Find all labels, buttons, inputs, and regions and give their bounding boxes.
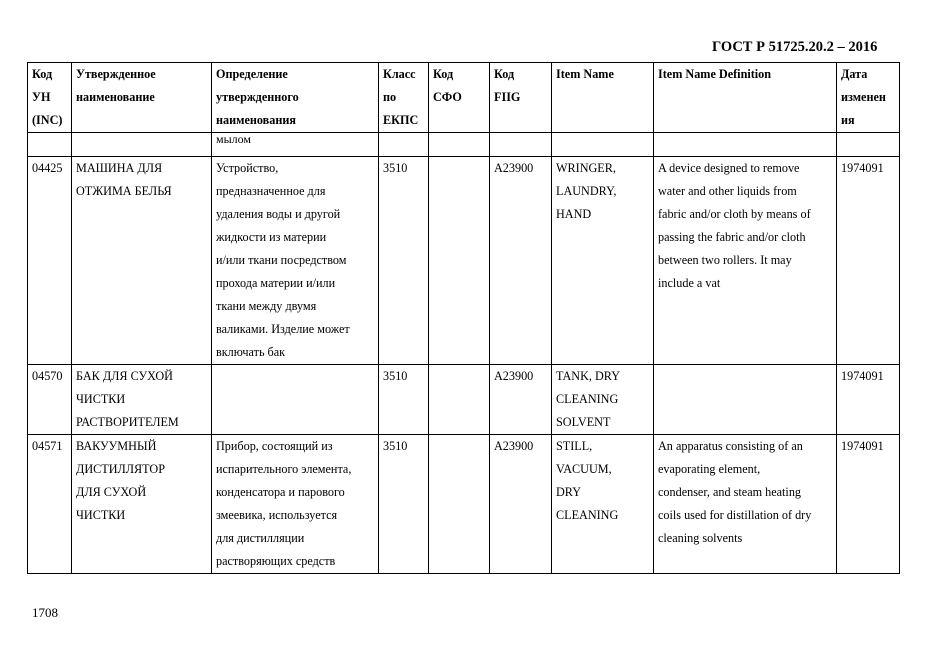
sfo-cell: [429, 435, 490, 574]
table-cell: [72, 133, 212, 157]
column-header-sfo: Код СФО: [429, 63, 490, 133]
table-row: [28, 157, 900, 365]
inc-cell: 04425: [28, 157, 72, 365]
date-cell: 1974091: [837, 435, 900, 574]
column-header-item-name: Item Name: [552, 63, 654, 133]
document-header: ГОСТ Р 51725.20.2 – 2016: [712, 39, 878, 55]
column-header-fiig: Код FIIG: [490, 63, 552, 133]
fiig-cell: A23900: [490, 435, 552, 574]
sfo-cell: [429, 365, 490, 435]
approved-name-cell: МАШИНА ДЛЯ ОТЖИМА БЕЛЬЯ: [72, 157, 212, 365]
definition-cell: Прибор, состоящий из испарительного элемента, конденсатора и парового змеевика, используется для дистилляции растворяющих средств: [212, 435, 379, 574]
inc-cell: 04571: [28, 435, 72, 574]
definition-cell: Устройство, предназначенное для удаления воды и другой жидкости из материи и/или ткани посредством прохода материи и/или ткани между двумя валиками. Изделие может включать бак: [212, 157, 379, 365]
page-number: 1708: [32, 605, 58, 620]
table-cell: мылом: [212, 133, 379, 157]
table-cell: [552, 133, 654, 157]
continuation-row: [28, 133, 900, 157]
column-header-inc: Код УН (INC): [28, 63, 72, 133]
column-header-approved-name: Утвержденное наименование: [72, 63, 212, 133]
item-name-cell: STILL, VACUUM, DRY CLEANING: [552, 435, 654, 574]
column-header-definition: Определение утвержденного наименования: [212, 63, 379, 133]
item-name-cell: TANK, DRY CLEANING SOLVENT: [552, 365, 654, 435]
table-row: [28, 435, 900, 574]
item-definition-cell: A device designed to remove water and other liquids from fabric and/or cloth by means of passing the fabric and/or cloth between two rollers. It may include a vat: [654, 157, 837, 365]
column-header-item-definition: Item Name Definition: [654, 63, 837, 133]
table-cell: [490, 133, 552, 157]
item-definition-cell: An apparatus consisting of an evaporating element, condenser, and steam heating coils used for distillation of dry cleaning solvents: [654, 435, 837, 574]
column-header-class: Класс по ЕКПС: [379, 63, 429, 133]
definition-cell: [212, 365, 379, 435]
fiig-cell: A23900: [490, 157, 552, 365]
table-cell: [429, 133, 490, 157]
table-header-row: [28, 63, 900, 133]
table-cell: [379, 133, 429, 157]
fiig-cell: A23900: [490, 365, 552, 435]
date-cell: 1974091: [837, 365, 900, 435]
class-cell: 3510: [379, 365, 429, 435]
inc-cell: 04570: [28, 365, 72, 435]
table-cell: [837, 133, 900, 157]
class-cell: 3510: [379, 157, 429, 365]
table-row: [28, 365, 900, 435]
sfo-cell: [429, 157, 490, 365]
classification-table: [27, 62, 900, 574]
approved-name-cell: ВАКУУМНЫЙ ДИСТИЛЛЯТОР ДЛЯ СУХОЙ ЧИСТКИ: [72, 435, 212, 574]
table-cell: [28, 133, 72, 157]
column-header-date: Дата изменен ия: [837, 63, 900, 133]
class-cell: 3510: [379, 435, 429, 574]
date-cell: 1974091: [837, 157, 900, 365]
table-cell: [654, 133, 837, 157]
approved-name-cell: БАК ДЛЯ СУХОЙ ЧИСТКИ РАСТВОРИТЕЛЕМ: [72, 365, 212, 435]
item-name-cell: WRINGER, LAUNDRY, HAND: [552, 157, 654, 365]
item-definition-cell: [654, 365, 837, 435]
